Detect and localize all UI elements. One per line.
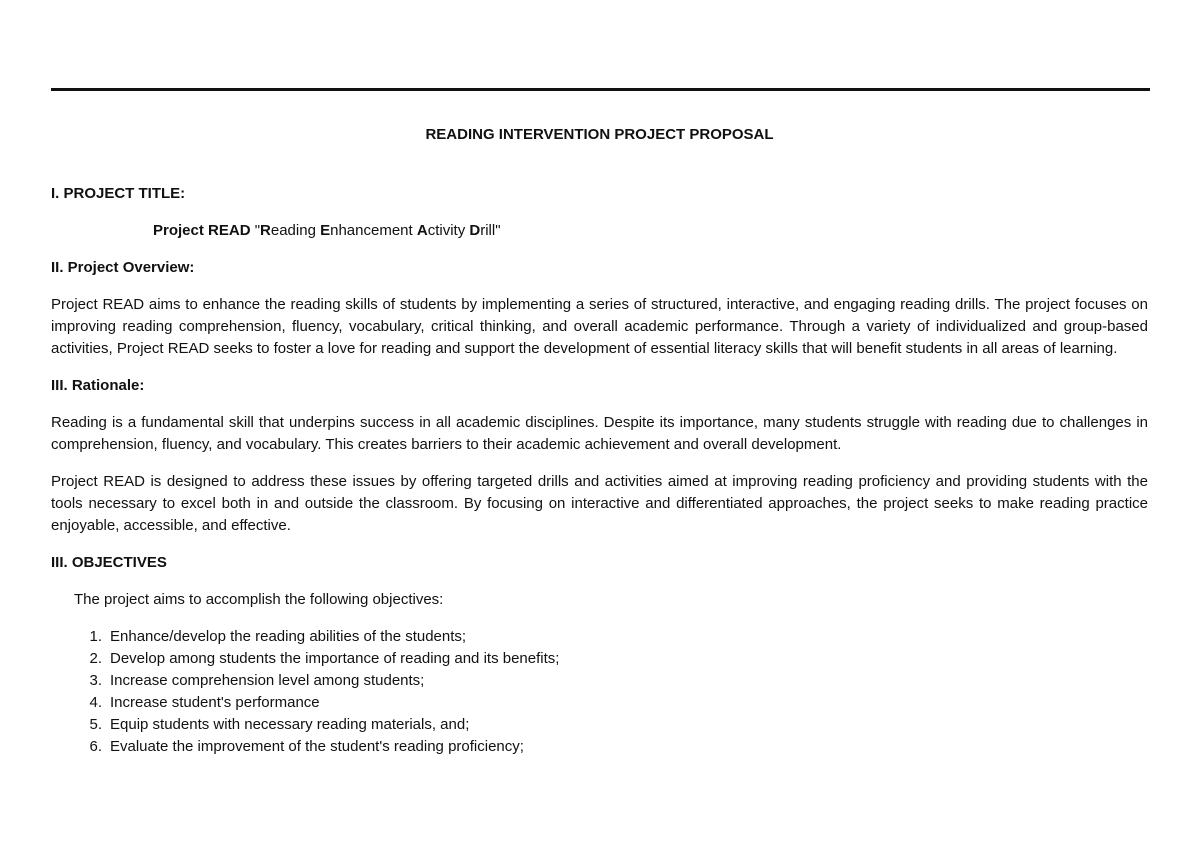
objective-number: 3. xyxy=(89,672,102,689)
objectives-list xyxy=(51,626,1148,758)
header-rule xyxy=(51,88,1150,91)
objective-item xyxy=(51,648,1148,670)
project-name-bold: Project READ xyxy=(153,222,251,239)
acronym-letter-e: E xyxy=(320,222,331,239)
acronym-word-reading: eading xyxy=(270,222,321,239)
objective-text: Increase comprehension level among students; xyxy=(110,672,425,689)
acronym-word-drill: rill" xyxy=(480,222,501,239)
objective-item xyxy=(51,670,1148,692)
objective-number: 2. xyxy=(89,650,102,667)
acronym-word-activity: ctivity xyxy=(427,222,470,239)
objective-text: Increase student's performance xyxy=(110,694,320,711)
objective-item xyxy=(51,626,1148,648)
objective-text: Enhance/develop the reading abilities of the students; xyxy=(110,628,467,645)
objective-number: 1. xyxy=(89,628,102,645)
project-title-heading: I. PROJECT TITLE: xyxy=(51,185,186,202)
objectives-heading: III. OBJECTIVES xyxy=(51,554,167,571)
objective-number: 5. xyxy=(89,716,102,733)
objective-item xyxy=(51,736,1148,758)
objective-number: 4. xyxy=(89,694,102,711)
rationale-paragraph-1: Reading is a fundamental skill that underpins success in all academic disciplines. Despite its importance, many students struggle with reading due to challenges in comprehension, fluency, and vocabulary. This creates barriers to their academic achievement and overall development. xyxy=(51,414,1148,453)
document-title: READING INTERVENTION PROJECT PROPOSAL xyxy=(425,126,774,143)
document-body xyxy=(51,124,1148,758)
acronym-word-enhancement: nhancement xyxy=(330,222,417,239)
acronym-letter-r: R xyxy=(260,222,271,239)
project-name-quote-open: " xyxy=(250,222,261,239)
overview-heading: II. Project Overview: xyxy=(51,259,195,276)
objective-text: Equip students with necessary reading materials, and; xyxy=(110,716,470,733)
rationale-paragraph-2: Project READ is designed to address these issues by offering targeted drills and activities aimed at improving reading proficiency and providing students with the tools necessary to excel both in and outside the classroom. By focusing on interactive and differentiated approaches, the project seeks to make reading practice enjoyable, accessible, and effective. xyxy=(51,473,1148,534)
objective-number: 6. xyxy=(89,738,102,755)
acronym-letter-a: A xyxy=(416,222,428,239)
overview-paragraph: Project READ aims to enhance the reading skills of students by implementing a series of structured, interactive, and engaging reading drills. The project focuses on improving reading comprehension, fluency, vocabulary, critical thinking, and overall academic performance. Through a variety of individualized and group-based activities, Project READ seeks to foster a love for reading and support the development of essential literacy skills that will benefit students in all areas of learning. xyxy=(51,296,1148,357)
rationale-heading: III. Rationale: xyxy=(51,377,145,394)
project-name xyxy=(51,220,1148,242)
objective-text: Develop among students the importance of reading and its benefits; xyxy=(110,650,560,667)
objective-item xyxy=(51,692,1148,714)
objective-text: Evaluate the improvement of the student's reading proficiency; xyxy=(110,738,524,755)
acronym-letter-d: D xyxy=(469,222,481,239)
objective-item xyxy=(51,714,1148,736)
objectives-intro: The project aims to accomplish the following objectives: xyxy=(74,591,444,608)
